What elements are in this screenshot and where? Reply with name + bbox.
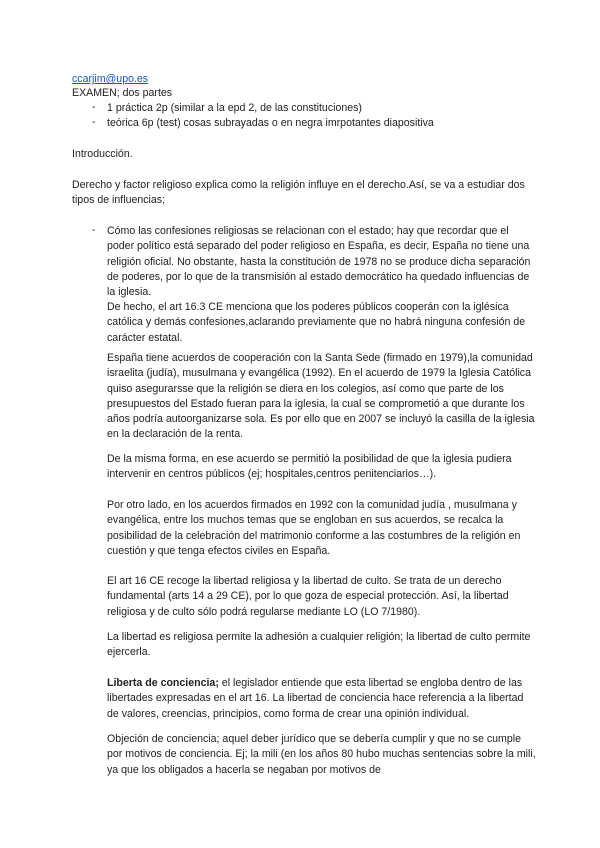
bullet-dash: - (92, 224, 96, 236)
paragraph-art-16-3: De hecho, el art 16.3 CE menciona que los poderes públicos cooperán con la iglésica católica y demás confesiones,aclarando previamente que no habrá ninguna confesión de carácter estatal. (107, 301, 526, 344)
paragraph-centros-publicos: De la misma forma, en ese acuerdo se permitió la posibilidad de que la iglesia pudiera intervenir en centros públicos (ej; hospitales,centros penitenciarios…). (107, 453, 512, 481)
paragraph-acuerdos-1992: Por otro lado, en los acuerdos firmados en 1992 con la comunidad judía , musulmana y evangélica, entre los muchos temas que se engloban en sus acuerdos, se recalca la posibilidad de la celebración del matrimonio conforme a las costumbres de la religión en cuestión y que tenga efectos civiles en España. (107, 499, 521, 557)
exam-item-practica: 1 práctica 2p (similar a la epd 2, de las constituciones) (107, 102, 362, 114)
paragraph-objecion-conciencia: Objeción de conciencia; aquel deber jurídico que se debería cumplir y que no se cumple por motivos de conciencia. Ej; la mili (en los años 80 hubo muchas sentencias sobre la mili, ya que los obligados a hacerla se negaban por motivos de (107, 733, 536, 776)
libertad-conciencia-term: Liberta de conciencia; (107, 677, 219, 689)
paragraph-libertad-culto: La libertad es religiosa permite la adhesión a cualquier religión; la libertad de culto permite ejercerla. (107, 631, 531, 659)
email-link[interactable]: ccarjim@upo.es (72, 73, 149, 85)
exam-item-teorica: teórica 6p (test) cosas subrayadas o en negra imrpotantes diapositiva (107, 117, 434, 129)
libertad-conciencia-text: el legislador entiende que esta libertad se engloba dentro de las libertades expresadas en el art 16. La libertad de conciencia hace referencia a la libertad de valores, creencias, principios, como forma de crear una opinión individual. (107, 677, 524, 720)
paragraph-libertad-conciencia (107, 676, 537, 722)
intro-text: Derecho y factor religioso explica como la religión influye en el derecho.Así, se va a estudiar dos tipos de influencias; (72, 179, 525, 207)
paragraph-art-16: El art 16 CE recoge la libertad religiosa y la libertad de culto. Se trata de un derecho fundamental (arts 14 a 29 CE), por lo que goza de especial protección. Así, la libertad religiosa y de culto sólo podrá regularse mediante LO (LO 7/1980). (107, 575, 509, 618)
intro-title: Introducción. (72, 148, 133, 160)
bullet-dash: - (92, 116, 96, 128)
paragraph-acuerdos-cooperacion: España tiene acuerdos de cooperación con la Santa Sede (firmado en 1979),la comunidad israelita (judía), musulmana y evangélica (1992). En el acuerdo de 1979 la Iglesia Católica quiso asegurarsse que la religión se diera en los colegios, así como que parte de los presupuestos del Estado fueran para la iglesia, la cual se comprometió a que durante los años podría autoorganizarse sola. Es por ello que en 2007 se incluyó la casilla de la iglesia en la declaración de la renta. (107, 352, 535, 441)
bullet-dash: - (92, 101, 96, 113)
exam-line: EXAMEN; dos partes (72, 87, 173, 99)
paragraph-confesiones: Cómo las confesiones religiosas se relacionan con el estado; hay que recordar que el poder político está separado del poder religioso en España, es decir, España no tiene una religión oficial. No obstante, hasta la constitución de 1978 no se produce dicha separación de poderes, por lo que de la transmisión al estado democrático ha quedado influencias de la iglesia. (107, 225, 531, 299)
